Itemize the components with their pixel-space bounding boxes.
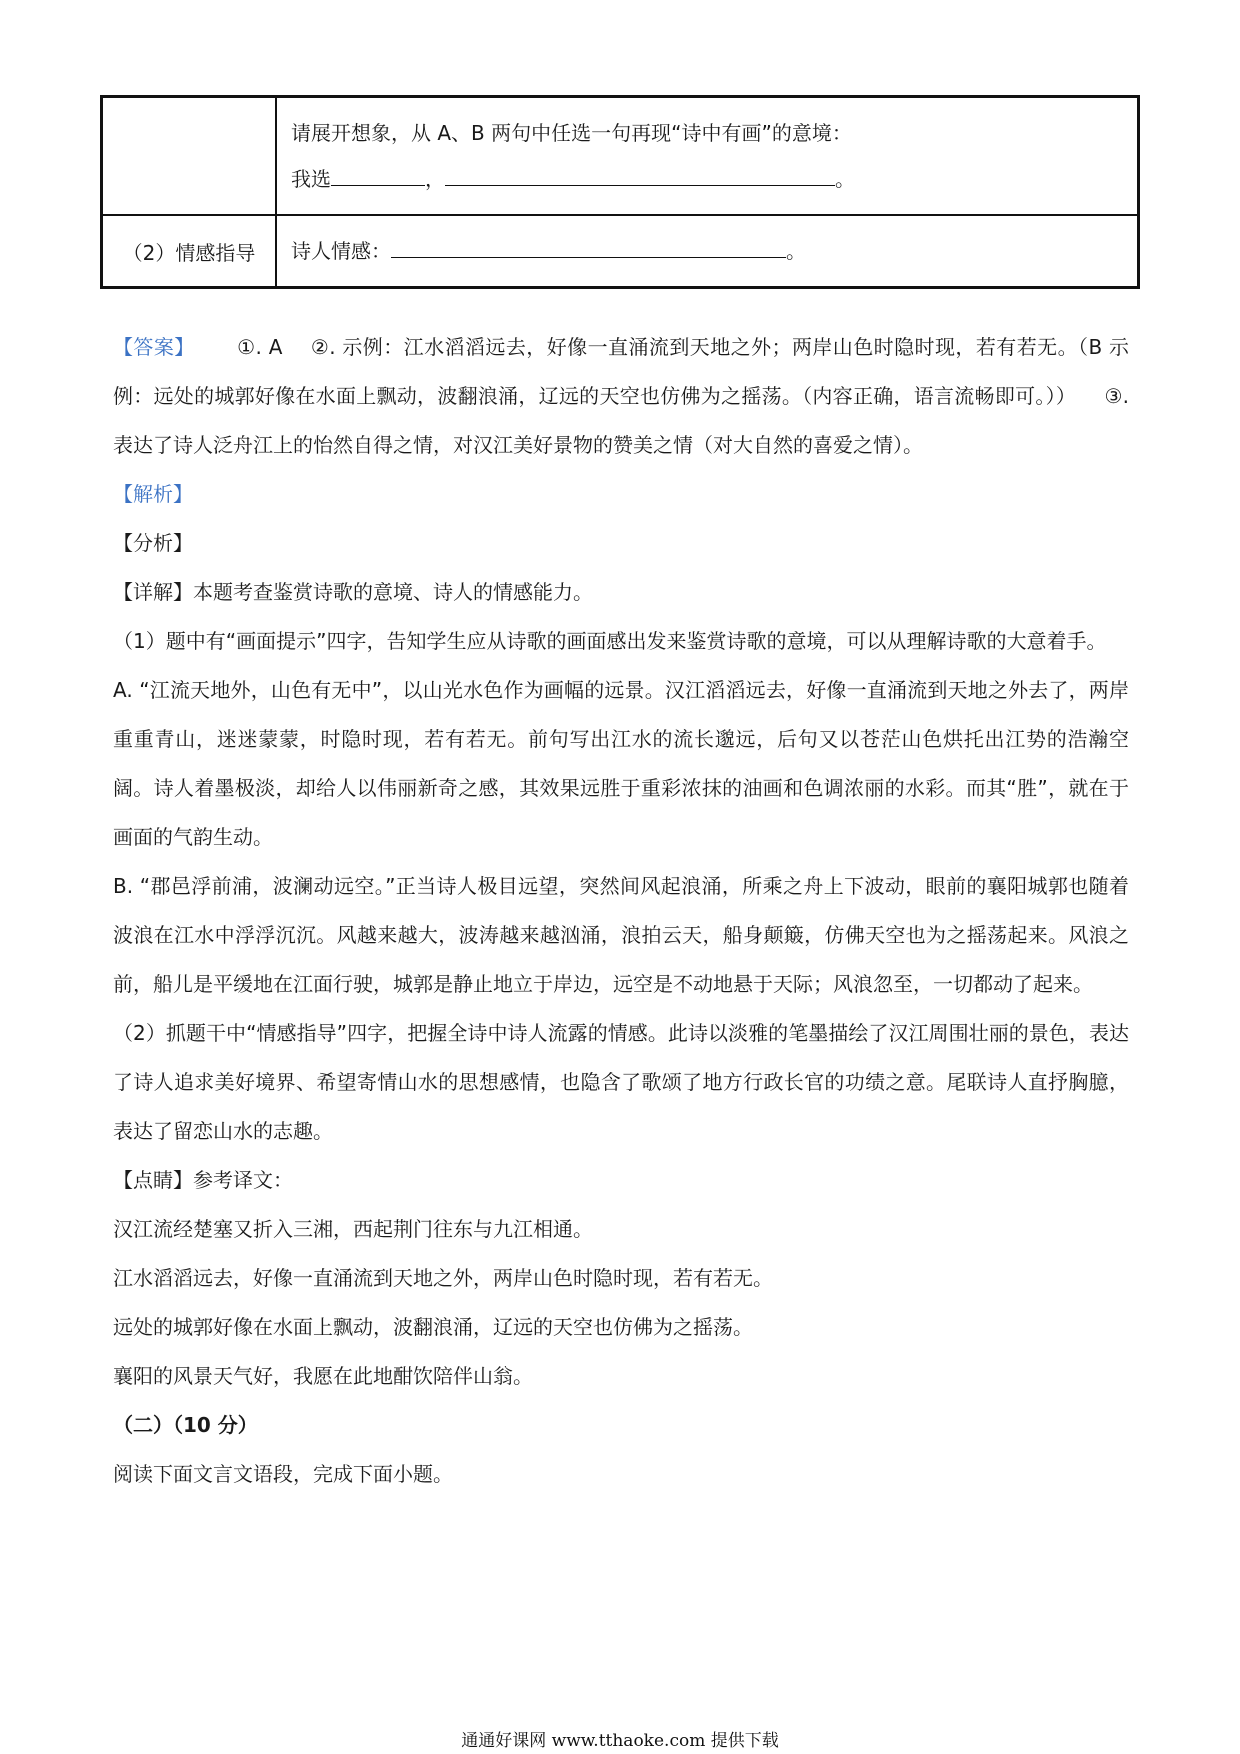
answer-tag: 【答案】 (113, 335, 195, 359)
comma: ， (425, 167, 445, 191)
xiangjie-text: 本题考查鉴赏诗歌的意境、诗人的情感能力。 (193, 580, 593, 604)
row-content (276, 215, 1139, 288)
period: 。 (786, 239, 806, 263)
fenxi-tag: 【分析】 (113, 531, 193, 555)
xiangjie-tag: 【详解】 (113, 580, 193, 604)
emotion-line (291, 228, 1123, 274)
section-instruction: 阅读下面文言文语段，完成下面小题。 (113, 1462, 453, 1486)
analysis-paragraph-1: （1）题中有“画面提示”四字，告知学生应从诗歌的画面感出发来鉴赏诗歌的意境，可以从理解诗歌的大意着手。 (113, 629, 1107, 653)
analysis-paragraph-a: A. “江流天地外，山色有无中”，以山光水色作为画幅的远景。汉江滔滔远去，好像一直涌流到天地之外去了，两岸重重青山，迷迷蒙蒙，时隐时现，若有若无。前句写出江水的流长邈远，后句又以苍茫山色烘托出江势的浩瀚空阔。诗人着墨极淡，却给人以伟丽新奇之感，其效果远胜于重彩浓抹的油画和色调浓丽的水彩。而其“胜”，就在于画面的气韵生动。 (113, 678, 1129, 849)
description-blank (445, 159, 835, 186)
emotion-prefix: 诗人情感： (291, 239, 391, 263)
dianjing-paragraph (113, 1156, 1129, 1205)
row-label-emotion: （2）情感指导 (102, 215, 277, 288)
emotion-blank (391, 231, 786, 258)
translation-line: 江水滔滔远去，好像一直涌流到天地之外，两岸山色时隐时现，若有若无。 (113, 1266, 773, 1290)
answer-paragraph (113, 323, 1129, 470)
question-table (100, 95, 1140, 289)
analysis-paragraph-2: （2）抓题干中“情感指导”四字，把握全诗中诗人流露的情感。此诗以淡雅的笔墨描绘了汉江周围壮丽的景色，表达了诗人追求美好境界、希望寄情山水的思想感情，也隐含了歌颂了地方行政长官的功绩之意。尾联诗人直抒胸臆，表达了留恋山水的志趣。 (113, 1021, 1129, 1143)
analysis-paragraph-b: B. “郡邑浮前浦，波澜动远空。”正当诗人极目远望，突然间风起浪涌，所乘之舟上下波动，眼前的襄阳城郭也随着波浪在江水中浮浮沉沉。风越来越大，波涛越来越汹涌，浪拍云天，船身颠簸，仿佛天空也为之摇荡起来。风浪之前，船儿是平缓地在江面行驶，城郭是静止地立于岸边，远空是不动地悬于天际；风浪忽至，一切都动了起来。 (113, 874, 1129, 996)
answer-item-2-cont: （B 示例：远处的城郭好像在水面上飘动，波翻浪涌，辽远的天空也仿佛为之摇荡。（内容正确，语言流畅即可。）） (113, 335, 1129, 408)
row-content (276, 97, 1139, 216)
dianjing-text: 参考译文： (193, 1168, 293, 1192)
translation-line: 襄阳的风景天气好，我愿在此地酣饮陪伴山翁。 (113, 1364, 533, 1388)
choice-line (291, 156, 1123, 202)
answer-item-1: ①. A (236, 335, 283, 359)
answer-analysis-body (113, 323, 1129, 1499)
section-title: （二）（10 分） (113, 1413, 258, 1437)
translation-line: 远处的城郭好像在水面上飘动，波翻浪涌，辽远的天空也仿佛为之摇荡。 (113, 1315, 753, 1339)
answer-item-3: ③. 表达了诗人泛舟江上的怡然自得之情，对汉江美好景物的赞美之情（对大自然的喜爱之情）。 (113, 384, 1129, 457)
jiexi-tag: 【解析】 (113, 482, 193, 506)
choice-blank (331, 159, 425, 186)
table-row (102, 215, 1139, 288)
dianjing-tag: 【点睛】 (113, 1168, 193, 1192)
choose-prefix: 我选 (291, 167, 331, 191)
period: 。 (835, 167, 855, 191)
translation-line: 汉江流经楚塞又折入三湘，西起荆门往东与九江相通。 (113, 1217, 593, 1241)
prompt-text: 请展开想象，从 A、B 两句中任选一句再现“诗中有画”的意境： (291, 121, 852, 145)
footer-watermark: 通通好课网 www.tthaoke.com 提供下载 (461, 1731, 779, 1751)
table-row (102, 97, 1139, 216)
xiangjie-paragraph (113, 568, 1129, 617)
row-label-empty (102, 97, 277, 216)
answer-item-2: ②. 示例：江水滔滔远去，好像一直涌流到天地之外；两岸山色时隐时现，若有若无。 (310, 335, 1079, 359)
